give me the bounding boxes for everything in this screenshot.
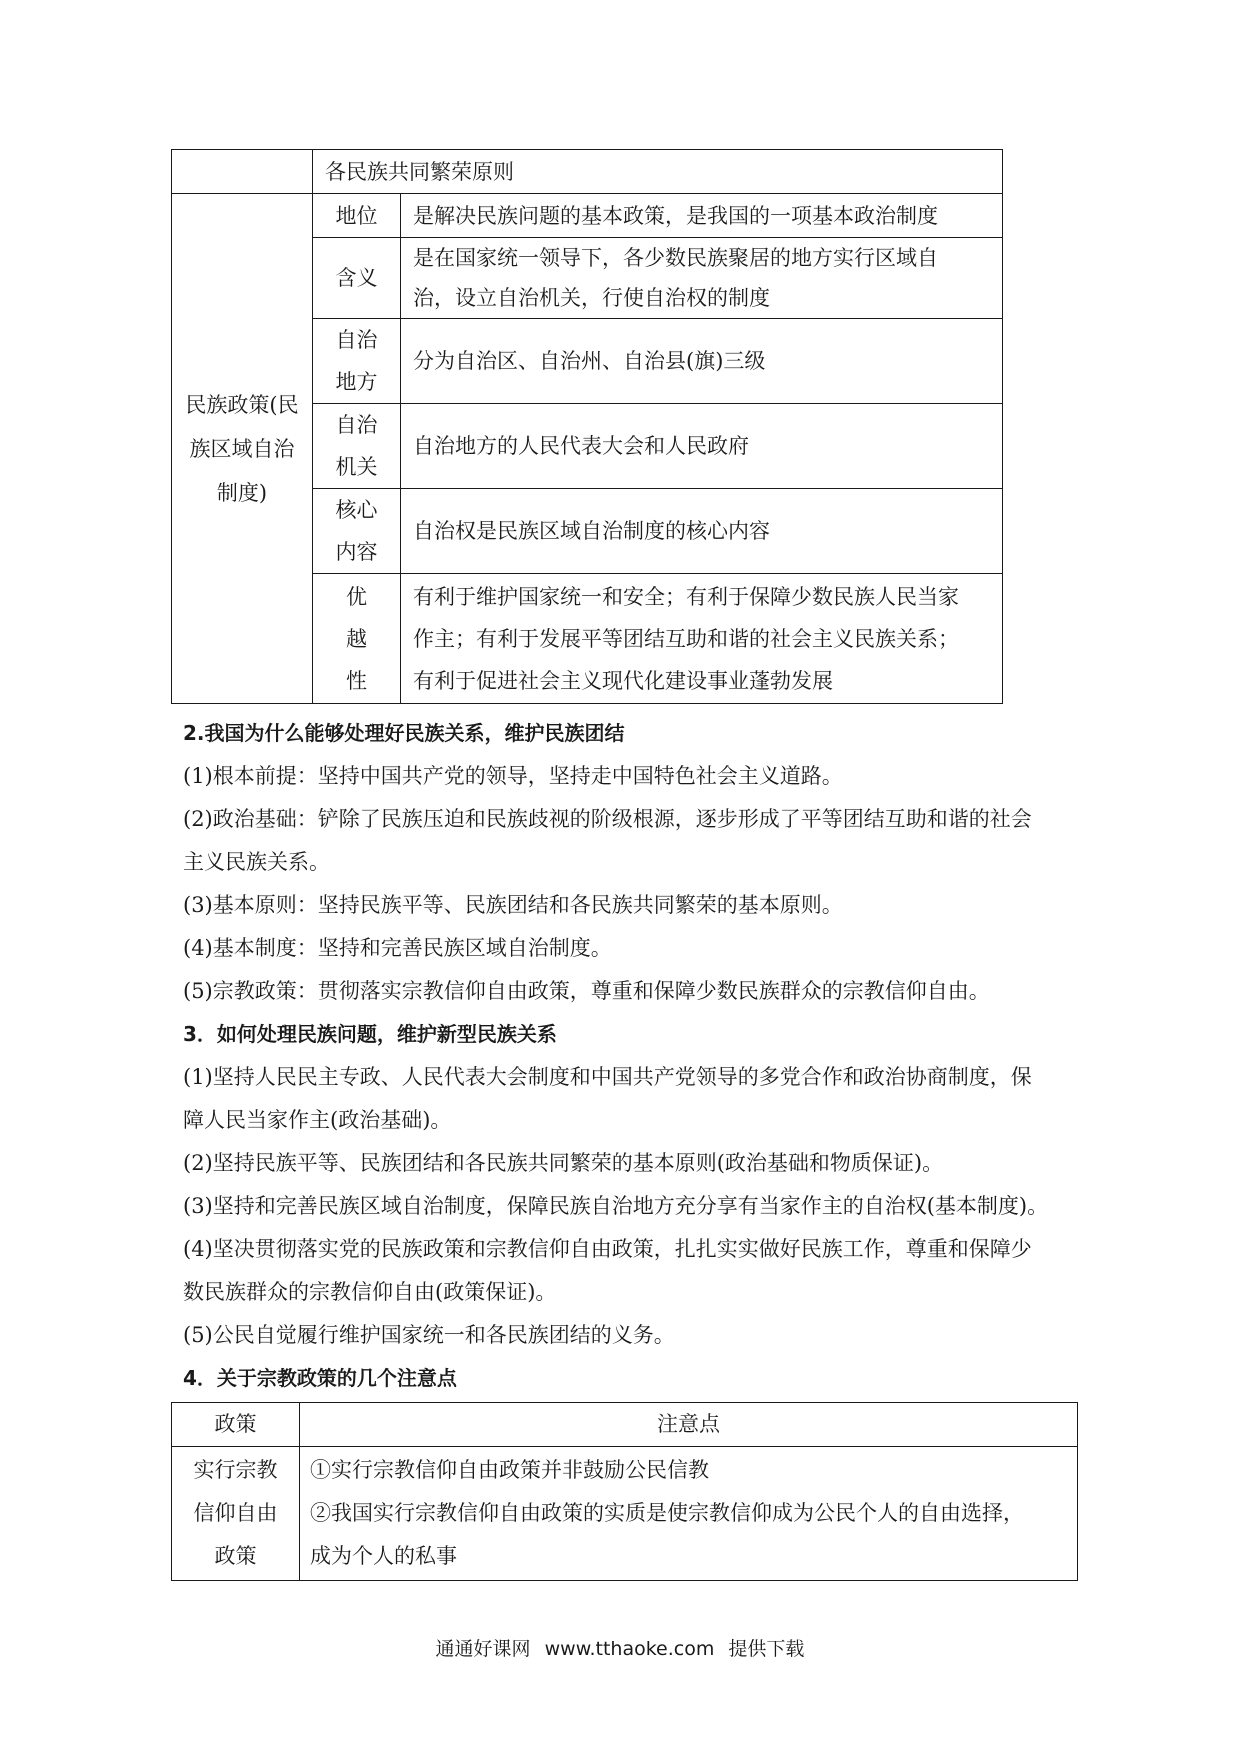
paragraph-line: (1)根本前提：坚持中国共产党的领导，坚持走中国特色社会主义道路。 [183, 764, 843, 788]
section-2 [183, 712, 1073, 1013]
policy-line: 政策 [214, 1544, 257, 1568]
row-label: 含义 [335, 266, 378, 290]
notes-cell [300, 1447, 1078, 1581]
row-label-cell [313, 489, 401, 574]
row-label: 自治 [335, 413, 378, 437]
empty-cell [172, 150, 313, 194]
row-label-cell [313, 319, 401, 404]
policy-line: 信仰自由 [193, 1501, 278, 1525]
header-cell-policy: 政策 [172, 1403, 300, 1447]
table-header-row [172, 1403, 1078, 1447]
paragraph-line: 数民族群众的宗教信仰自由(政策保证)。 [183, 1280, 557, 1304]
religion-policy-table [171, 1402, 1078, 1581]
paragraph-line: (4)基本制度：坚持和完善民族区域自治制度。 [183, 936, 612, 960]
row-label: 核心 [335, 498, 378, 522]
note-line: 成为个人的私事 [310, 1544, 457, 1568]
paragraph-line: (2)政治基础：铲除了民族压迫和民族歧视的阶级根源，逐步形成了平等团结互助和谐的社会 [183, 807, 1032, 831]
row-label: 地位 [335, 203, 378, 228]
paragraph-line: (1)坚持人民民主专政、人民代表大会制度和中国共产党领导的多党合作和政治协商制度，保 [183, 1065, 1032, 1089]
footer-site-name: 通通好课网 [435, 1638, 531, 1660]
ethnic-policy-table [171, 149, 1003, 704]
paragraph-line: (3)坚持和完善民族区域自治制度，保障民族自治地方充分享有当家作主的自治权(基本制度)。 [183, 1194, 1049, 1218]
section-heading: 2.我国为什么能够处理好民族关系，维护民族团结 [183, 721, 625, 745]
footer-suffix: 提供下载 [728, 1638, 805, 1660]
row-label: 自治 [335, 328, 378, 352]
cell-text: 各民族共同繁荣原则 [325, 159, 514, 184]
category-line: 民族政策(民 [185, 392, 299, 417]
table-row [172, 150, 1003, 194]
row-label-cell [313, 194, 401, 238]
paragraph-line: (5)宗教政策：贯彻落实宗教信仰自由政策，尊重和保障少数民族群众的宗教信仰自由。 [183, 979, 990, 1003]
row-content: 治，设立自治机关，行使自治权的制度 [413, 286, 770, 310]
category-line: 族区域自治 [189, 436, 295, 461]
policy-line: 实行宗教 [193, 1458, 278, 1482]
row-content: 作主；有利于发展平等团结互助和谐的社会主义民族关系； [413, 626, 959, 651]
row-content: 是解决民族问题的基本政策，是我国的一项基本政治制度 [413, 203, 938, 228]
paragraph-line: (5)公民自觉履行维护国家统一和各民族团结的义务。 [183, 1323, 675, 1347]
policy-cell [172, 1447, 300, 1581]
paragraph-line: (4)坚决贯彻落实党的民族政策和宗教信仰自由政策，扎扎实实做好民族工作，尊重和保障少 [183, 1237, 1032, 1261]
table-row [172, 1447, 1078, 1581]
section-4 [183, 1357, 1073, 1400]
paragraph-line: (2)坚持民族平等、民族团结和各民族共同繁荣的基本原则(政治基础和物质保证)。 [183, 1151, 944, 1175]
row-label: 内容 [335, 540, 378, 564]
row-label: 优 [346, 584, 367, 609]
row-label: 性 [346, 668, 367, 693]
row-label-cell [313, 238, 401, 319]
section-heading: 4．关于宗教政策的几个注意点 [183, 1366, 457, 1390]
row-content: 自治地方的人民代表大会和人民政府 [413, 434, 749, 458]
row-content-cell [401, 404, 1003, 489]
note-line: ②我国实行宗教信仰自由政策的实质是使宗教信仰成为公民个人的自由选择， [310, 1501, 1024, 1525]
row-content: 是在国家统一领导下，各少数民族聚居的地方实行区域自 [413, 246, 938, 270]
section-heading: 3．如何处理民族问题，维护新型民族关系 [183, 1022, 557, 1046]
section-3 [183, 1013, 1073, 1357]
row-label-cell [313, 574, 401, 704]
row-content-cell [401, 489, 1003, 574]
paragraph-line: 障人民当家作主(政治基础)。 [183, 1108, 452, 1132]
row-content: 有利于维护国家统一和安全；有利于保障少数民族人民当家 [413, 584, 959, 609]
row-content-cell [401, 574, 1003, 704]
row-content: 有利于促进社会主义现代化建设事业蓬勃发展 [413, 668, 833, 693]
footer-credit [0, 1634, 1240, 1661]
row-label: 越 [346, 626, 367, 651]
footer-url[interactable]: www.tthaoke.com [544, 1638, 715, 1660]
row-label: 地方 [335, 370, 378, 394]
category-line: 制度) [216, 480, 268, 505]
row-label-cell [313, 404, 401, 489]
paragraph-line: 主义民族关系。 [183, 850, 330, 874]
main-category-cell [172, 194, 313, 704]
header-cell-notes: 注意点 [300, 1403, 1078, 1447]
row-content-cell [401, 238, 1003, 319]
row-content: 分为自治区、自治州、自治县(旗)三级 [413, 349, 766, 373]
row-content-cell [401, 319, 1003, 404]
table-row [172, 194, 1003, 238]
row-content-cell [401, 194, 1003, 238]
note-line: ①实行宗教信仰自由政策并非鼓励公民信教 [310, 1458, 709, 1482]
paragraph-line: (3)基本原则：坚持民族平等、民族团结和各民族共同繁荣的基本原则。 [183, 893, 843, 917]
table-cell [313, 150, 1003, 194]
row-label: 机关 [335, 455, 378, 479]
row-content: 自治权是民族区域自治制度的核心内容 [413, 519, 770, 543]
